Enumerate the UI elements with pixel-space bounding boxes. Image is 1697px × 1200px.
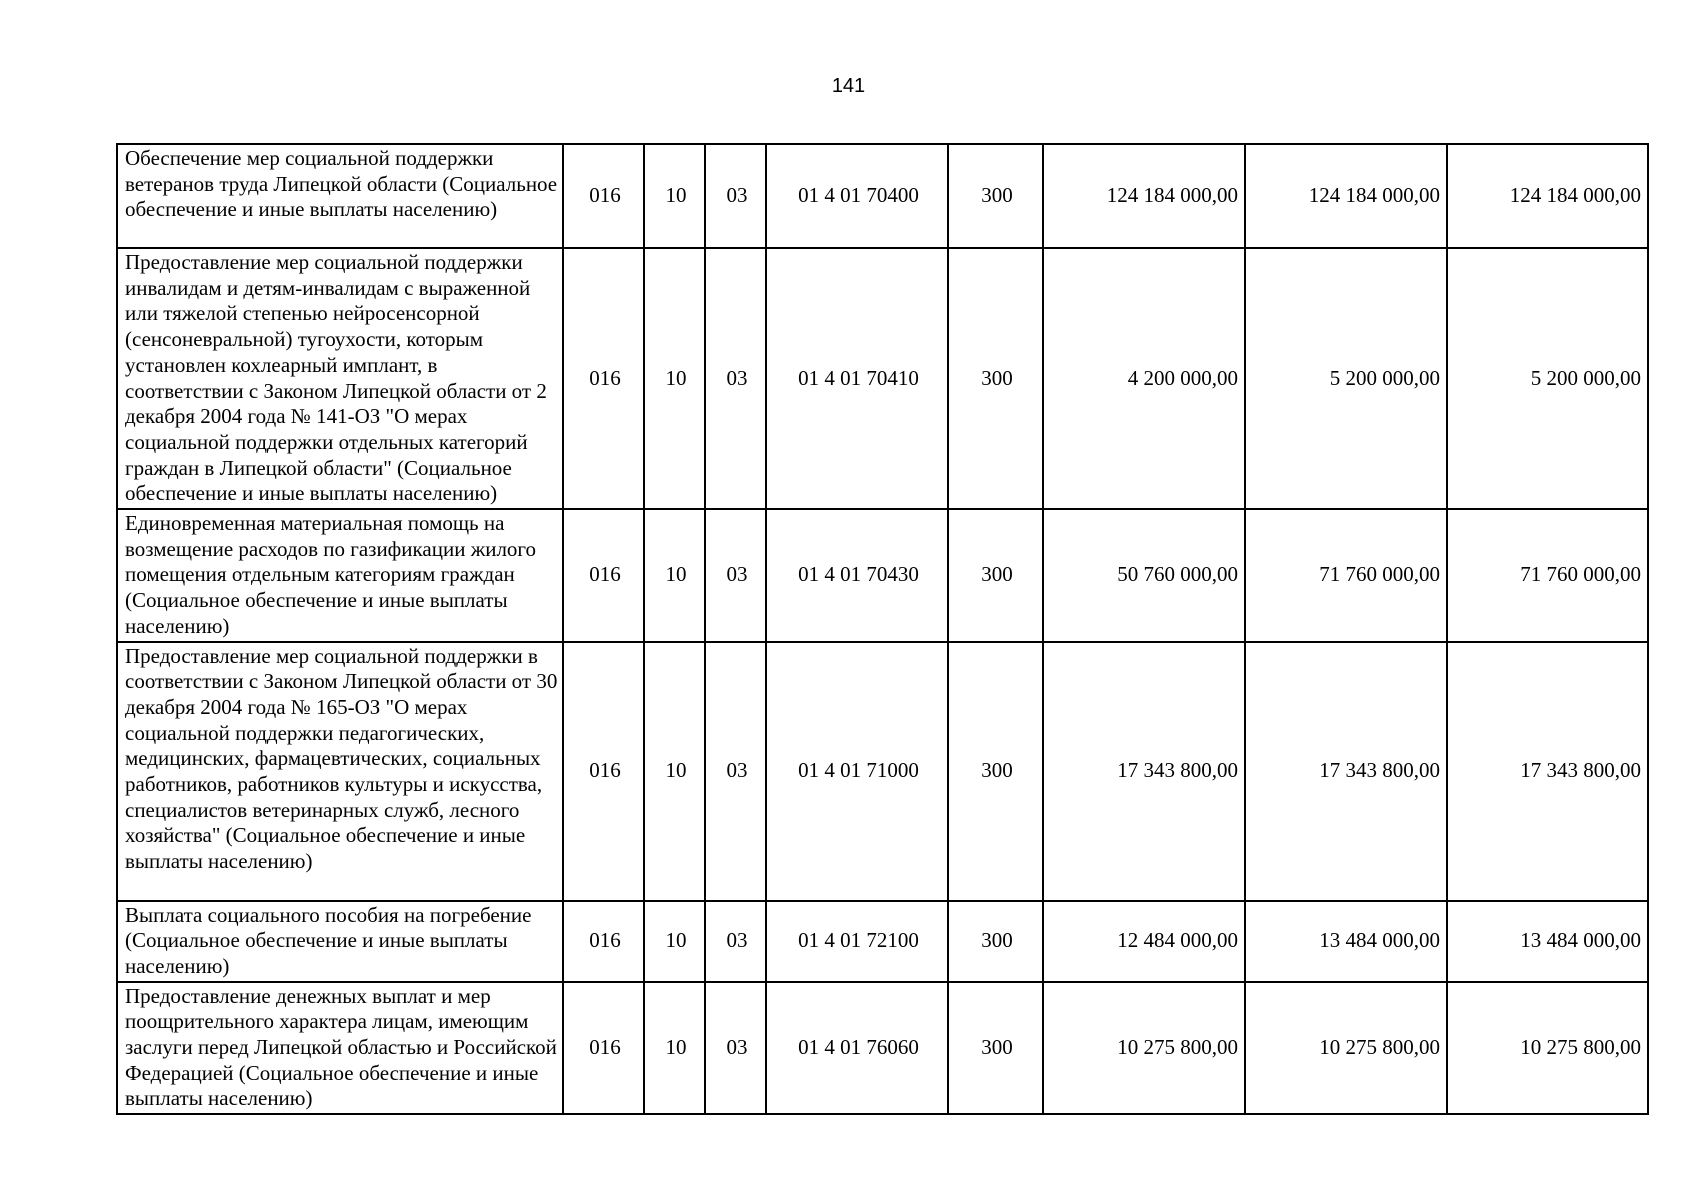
subsection-code: 03 (705, 901, 766, 982)
row-description: Предоставление мер социальной поддержки в соответствии с Законом Липецкой области от 30 декабря 2004 года № 165-ОЗ "О мерах социальной поддержки педагогических, медицинских, фармацевтических, социальных работников, работников культуры и искусства, специалистов ветеринарных служб, лесного хозяйства" (Социальное обеспечение и иные выплаты населению) (117, 642, 563, 901)
row-description: Предоставление мер социальной поддержки инвалидам и детям-инвалидам с выраженной или тяжелой степенью нейросенсорной (сенсоневральной) тугоухости, которым установлен кохлеарный имплант, в соответствии с Законом Липецкой области от 2 декабря 2004 года № 141-ОЗ "О мерах социальной поддержки отдельных категорий граждан в Липецкой области" (Социальное обеспечение и иные выплаты населению) (117, 248, 563, 509)
amount-year-2: 124 184 000,00 (1245, 144, 1447, 248)
amount-year-2: 71 760 000,00 (1245, 509, 1447, 642)
table-row (117, 509, 1648, 642)
expense-type-code: 300 (948, 248, 1043, 509)
amount-year-1: 4 200 000,00 (1043, 248, 1245, 509)
ministry-code: 016 (563, 901, 644, 982)
ministry-code: 016 (563, 144, 644, 248)
target-article-code: 01 4 01 70430 (766, 509, 948, 642)
table-row (117, 901, 1648, 982)
amount-year-2: 17 343 800,00 (1245, 642, 1447, 901)
subsection-code: 03 (705, 642, 766, 901)
amount-year-2: 5 200 000,00 (1245, 248, 1447, 509)
amount-year-1: 12 484 000,00 (1043, 901, 1245, 982)
section-code: 10 (644, 509, 705, 642)
row-description: Предоставление денежных выплат и мер поощрительного характера лицам, имеющим заслуги перед Липецкой областью и Российской Федерацией (Социальное обеспечение и иные выплаты населению) (117, 982, 563, 1115)
target-article-code: 01 4 01 71000 (766, 642, 948, 901)
expense-type-code: 300 (948, 509, 1043, 642)
expense-type-code: 300 (948, 642, 1043, 901)
table-row (117, 642, 1648, 901)
expense-type-code: 300 (948, 144, 1043, 248)
table-row (117, 144, 1648, 248)
page-number: 141 (831, 75, 866, 97)
amount-year-3: 124 184 000,00 (1447, 144, 1648, 248)
ministry-code: 016 (563, 642, 644, 901)
amount-year-1: 10 275 800,00 (1043, 982, 1245, 1115)
section-code: 10 (644, 144, 705, 248)
amount-year-1: 50 760 000,00 (1043, 509, 1245, 642)
ministry-code: 016 (563, 982, 644, 1115)
expense-type-code: 300 (948, 901, 1043, 982)
target-article-code: 01 4 01 72100 (766, 901, 948, 982)
amount-year-3: 71 760 000,00 (1447, 509, 1648, 642)
table-row (117, 248, 1648, 509)
budget-table (116, 143, 1649, 1115)
section-code: 10 (644, 901, 705, 982)
target-article-code: 01 4 01 76060 (766, 982, 948, 1115)
table-row (117, 982, 1648, 1115)
amount-year-3: 13 484 000,00 (1447, 901, 1648, 982)
amount-year-3: 5 200 000,00 (1447, 248, 1648, 509)
amount-year-2: 13 484 000,00 (1245, 901, 1447, 982)
amount-year-1: 124 184 000,00 (1043, 144, 1245, 248)
section-code: 10 (644, 982, 705, 1115)
amount-year-1: 17 343 800,00 (1043, 642, 1245, 901)
amount-year-3: 17 343 800,00 (1447, 642, 1648, 901)
table-body (117, 144, 1648, 1114)
amount-year-3: 10 275 800,00 (1447, 982, 1648, 1115)
expense-type-code: 300 (948, 982, 1043, 1115)
subsection-code: 03 (705, 509, 766, 642)
target-article-code: 01 4 01 70400 (766, 144, 948, 248)
row-description: Выплата социального пособия на погребение (Социальное обеспечение и иные выплаты населению) (117, 901, 563, 982)
row-description: Обеспечение мер социальной поддержки ветеранов труда Липецкой области (Социальное обеспечение и иные выплаты населению) (117, 144, 563, 248)
subsection-code: 03 (705, 248, 766, 509)
section-code: 10 (644, 248, 705, 509)
subsection-code: 03 (705, 144, 766, 248)
ministry-code: 016 (563, 248, 644, 509)
ministry-code: 016 (563, 509, 644, 642)
amount-year-2: 10 275 800,00 (1245, 982, 1447, 1115)
target-article-code: 01 4 01 70410 (766, 248, 948, 509)
section-code: 10 (644, 642, 705, 901)
row-description: Единовременная материальная помощь на возмещение расходов по газификации жилого помещения отдельным категориям граждан (Социальное обеспечение и иные выплаты населению) (117, 509, 563, 642)
subsection-code: 03 (705, 982, 766, 1115)
